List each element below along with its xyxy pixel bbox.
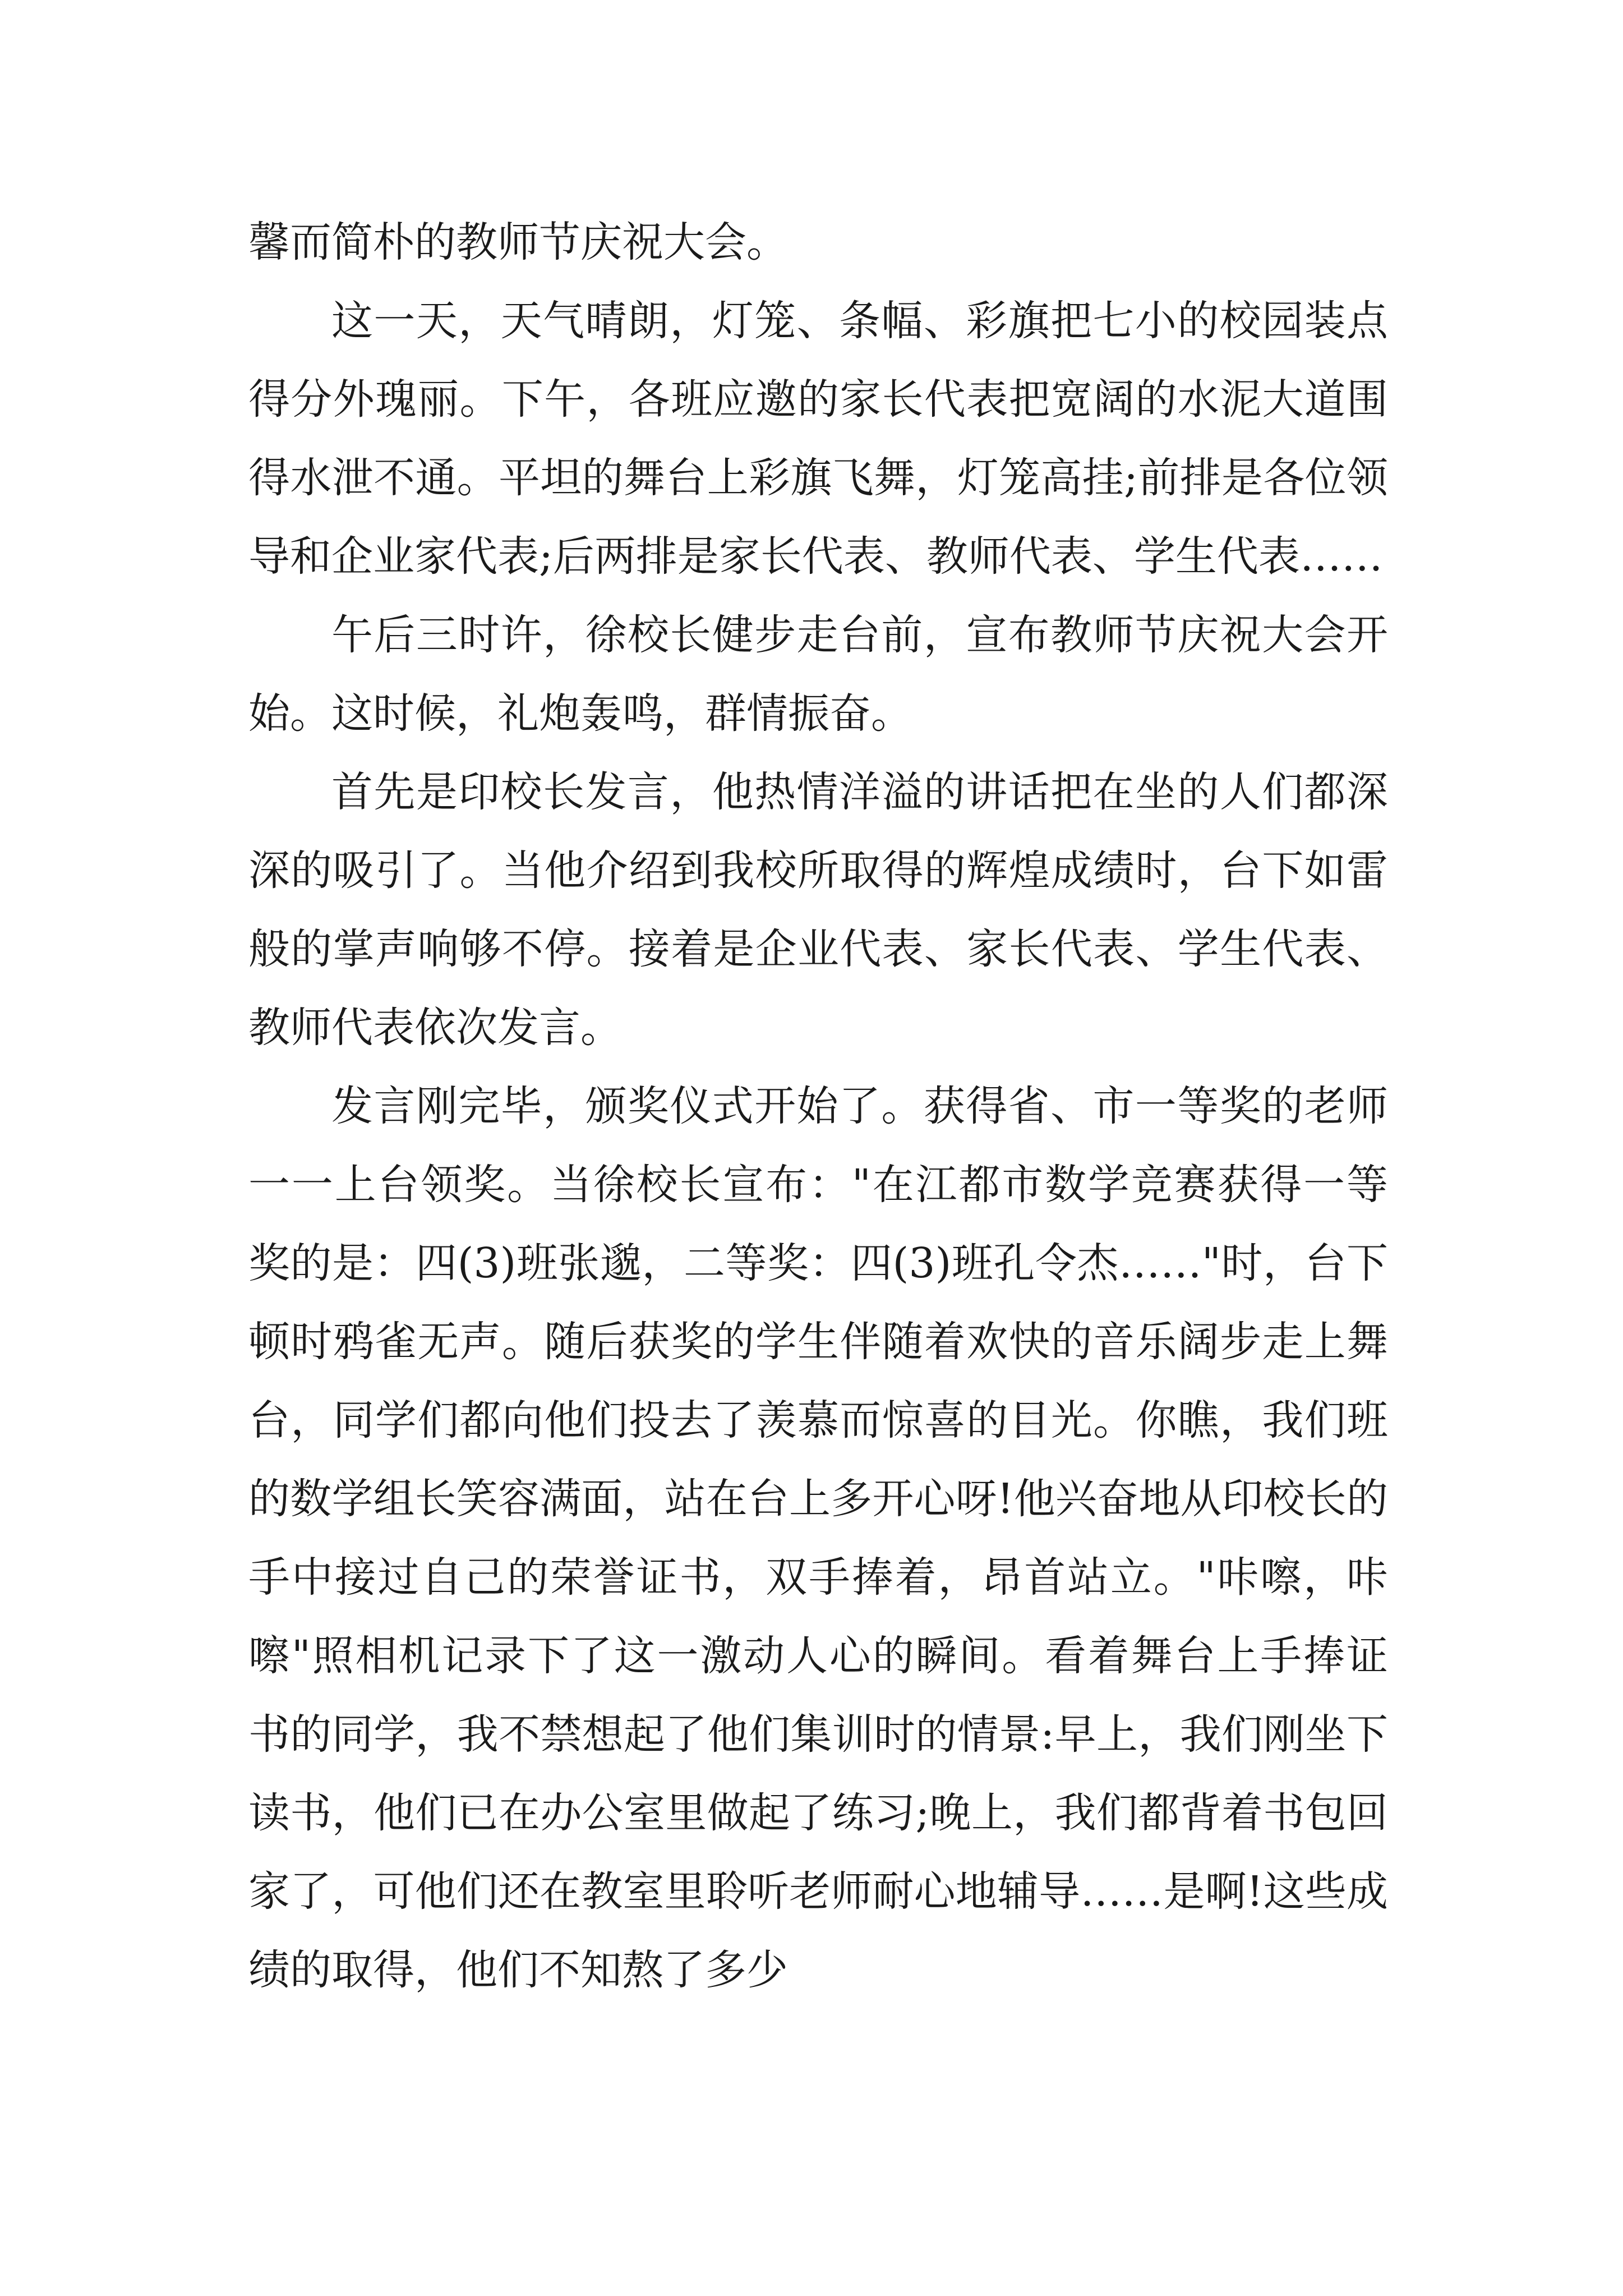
paragraph-5: 发言刚完毕，颁奖仪式开始了。获得省、市一等奖的老师一一上台领奖。当徐校长宣布："在江都市数学竞赛获得一等奖的是：四(3)班张邈，二等奖：四(3)班孔令杰……"时，台下顿时鸦雀无声。随后获奖的学生伴随着欢快的音乐阔步走上舞台，同学们都向他们投去了羡慕而惊喜的目光。你瞧，我们班的数学组长笑容满面，站在台上多开心呀!他兴奋地从印校长的手中接过自己的荣誉证书，双手捧着，昂首站立。"咔嚓，咔嚓"照相机记录下了这一激动人心的瞬间。看着舞台上手捧证书的同学，我不禁想起了他们集训时的情景:早上，我们刚坐下读书，他们已在办公室里做起了练习;晚上，我们都背着书包回家了，可他们还在教室里聆听老师耐心地辅导……是啊!这些成绩的取得，他们不知熬了多少 xyxy=(248,1082,1388,1994)
paragraph-2: 这一天，天气晴朗，灯笼、条幅、彩旗把七小的校园装点得分外瑰丽。下午，各班应邀的家长代表把宽阔的水泥大道围得水泄不通。平坦的舞台上彩旗飞舞，灯笼高挂;前排是各位领导和企业家代表;后两排是家长代表、教师代表、学生代表…… xyxy=(248,297,1388,581)
paragraph-1: 馨而简朴的教师节庆祝大会。 xyxy=(248,218,788,266)
paragraph-4: 首先是印校长发言，他热情洋溢的讲话把在坐的人们都深深的吸引了。当他介绍到我校所取得的辉煌成绩时，台下如雷般的掌声响够不停。接着是企业代表、家长代表、学生代表、教师代表依次发言。 xyxy=(248,768,1388,1052)
paragraph-3: 午后三时许，徐校长健步走台前，宣布教师节庆祝大会开始。这时候，礼炮轰鸣，群情振奋。 xyxy=(248,611,1388,738)
document-body xyxy=(248,203,1388,2009)
